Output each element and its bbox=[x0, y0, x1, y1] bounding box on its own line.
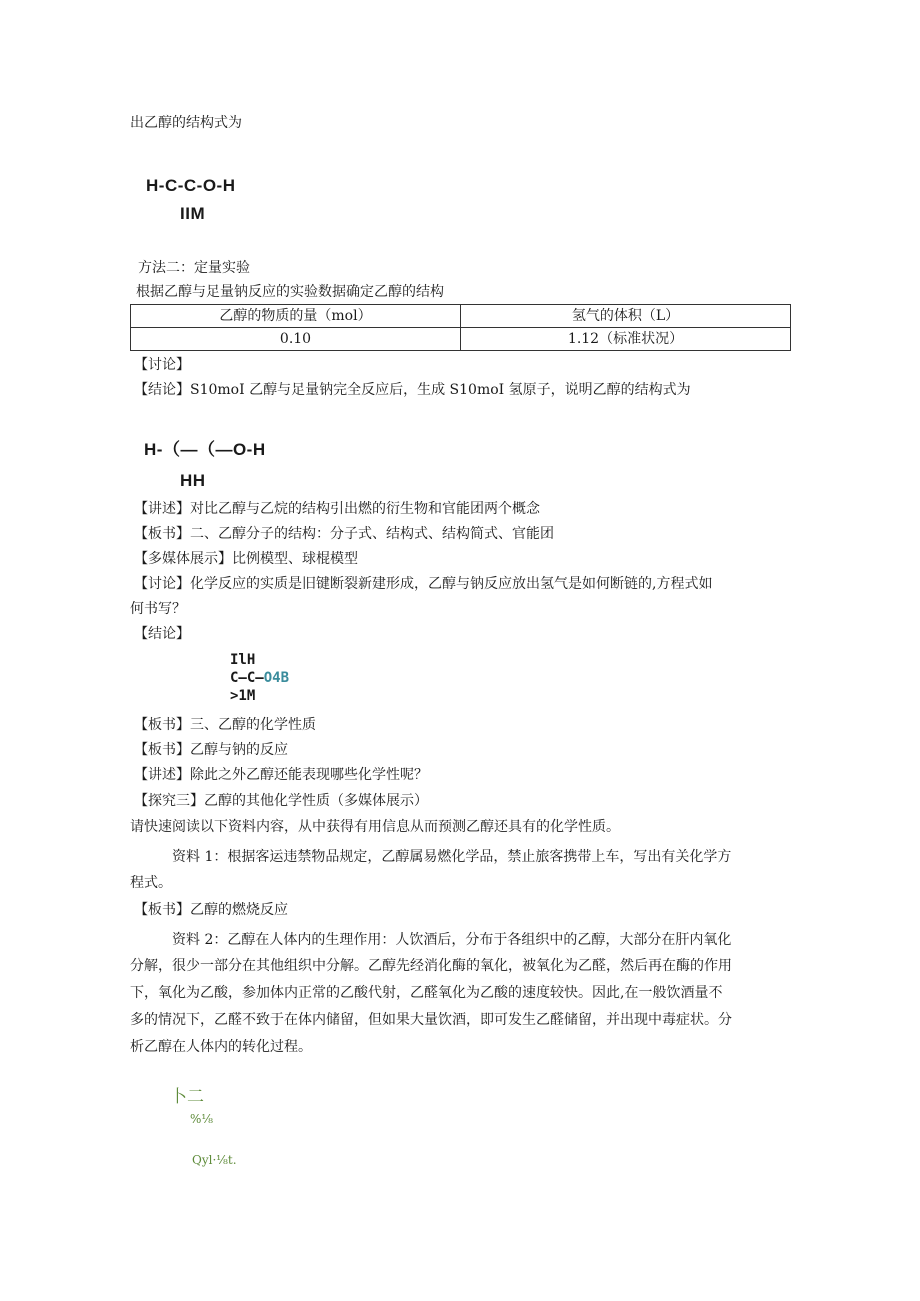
handwritten-fragment-2: %⅛ bbox=[190, 1112, 214, 1126]
material-one: 资料 1：根据客运违禁物品规定，乙醇属易燃化学品，禁止旅客携带上车，写出有关化学方 bbox=[172, 849, 732, 865]
multimedia-line: 【多媒体展示】比例模型、球棍模型 bbox=[134, 551, 358, 567]
material-one-continued: 程式。 bbox=[130, 875, 172, 891]
bond-diagram-middle bbox=[230, 669, 289, 687]
lecture-one: 【讲述】对比乙醇与乙烷的结构引出燃的衍生物和官能团两个概念 bbox=[134, 501, 540, 517]
structural-formula-1-bonds: IIM bbox=[180, 204, 206, 223]
board-two: 【板书】三、乙醇的化学性质 bbox=[134, 717, 316, 733]
structural-formula-2-bonds: HH bbox=[180, 471, 206, 490]
table-header-row bbox=[131, 305, 791, 328]
board-four: 【板书】乙醇的燃烧反应 bbox=[134, 902, 288, 918]
board-three: 【板书】乙醇与钠的反应 bbox=[134, 742, 288, 758]
bond-diagram-carbons: C—C— bbox=[230, 670, 264, 686]
bond-diagram-highlight: O4B bbox=[263, 670, 290, 686]
board-one: 【板书】二、乙醇分子的结构：分子式、结构式、结构简式、官能团 bbox=[134, 526, 554, 542]
bond-diagram-bottom: >1M bbox=[230, 688, 256, 704]
discussion-two: 【讨论】化学反应的实质是旧键断裂新建形成，乙醇与钠反应放出氢气是如何断链的,方程式如 bbox=[134, 576, 713, 592]
material-two-line-3: 下，氧化为乙酸，参加体内正常的乙酸代射，乙醛氧化为乙酸的速度较快。因此,在一般饮酒量不 bbox=[130, 985, 723, 1001]
explore-three: 【探究三】乙醇的其他化学性质（多媒体展示） bbox=[134, 793, 428, 809]
table-cell: 1.12（标准状况） bbox=[461, 328, 791, 351]
reading-prompt: 请快速阅读以下资料内容，从中获得有用信息从而预测乙醇还具有的化学性质。 bbox=[130, 819, 620, 835]
conclusion-one: 【结论】S10moI 乙醇与足量钠完全反应后，生成 S10moI 氢原子，说明乙醇的结构式为 bbox=[134, 382, 691, 398]
material-two-line-2: 分解，很少一部分在其他组织中分解。乙醇先经消化酶的氧化，被氧化为乙醛，然后再在酶的作用 bbox=[130, 958, 732, 974]
handwritten-fragment-1: 卜二 bbox=[170, 1087, 204, 1107]
bond-diagram-top: IlH bbox=[230, 652, 256, 668]
material-two: 资料 2：乙醇在人体内的生理作用：人饮酒后，分布于各组织中的乙醇，大部分在肝内氧化 bbox=[172, 932, 732, 948]
conclusion-two: 【结论】 bbox=[134, 626, 190, 642]
material-two-line-5: 析乙醇在人体内的转化过程。 bbox=[130, 1039, 312, 1055]
method-two-description: 根据乙醇与足量钠反应的实验数据确定乙醇的结构 bbox=[136, 284, 444, 300]
data-table bbox=[130, 304, 791, 351]
table-cell: 0.10 bbox=[131, 328, 461, 351]
handwritten-fragment-3: Qyl·⅛t. bbox=[192, 1153, 237, 1167]
table-header-cell: 氢气的体积（L） bbox=[461, 305, 791, 328]
intro-text: 出乙醇的结构式为 bbox=[130, 115, 242, 131]
table-header-cell: 乙醇的物质的量（mol） bbox=[131, 305, 461, 328]
structural-formula-2: H-（—（—O-H bbox=[144, 440, 266, 459]
lecture-two: 【讲述】除此之外乙醇还能表现哪些化学性呢？ bbox=[134, 767, 428, 783]
material-two-line-4: 多的情况下，乙醛不致于在体内储留，但如果大量饮酒，即可发生乙醛储留，并出现中毒症状。分 bbox=[130, 1012, 732, 1028]
method-two-heading: 方法二：定量实验 bbox=[138, 260, 250, 276]
discussion-two-continued: 何书写？ bbox=[130, 601, 186, 617]
discussion-label: 【讨论】 bbox=[134, 357, 190, 373]
table-row bbox=[131, 328, 791, 351]
structural-formula-1: H-C-C-O-H bbox=[146, 176, 236, 195]
